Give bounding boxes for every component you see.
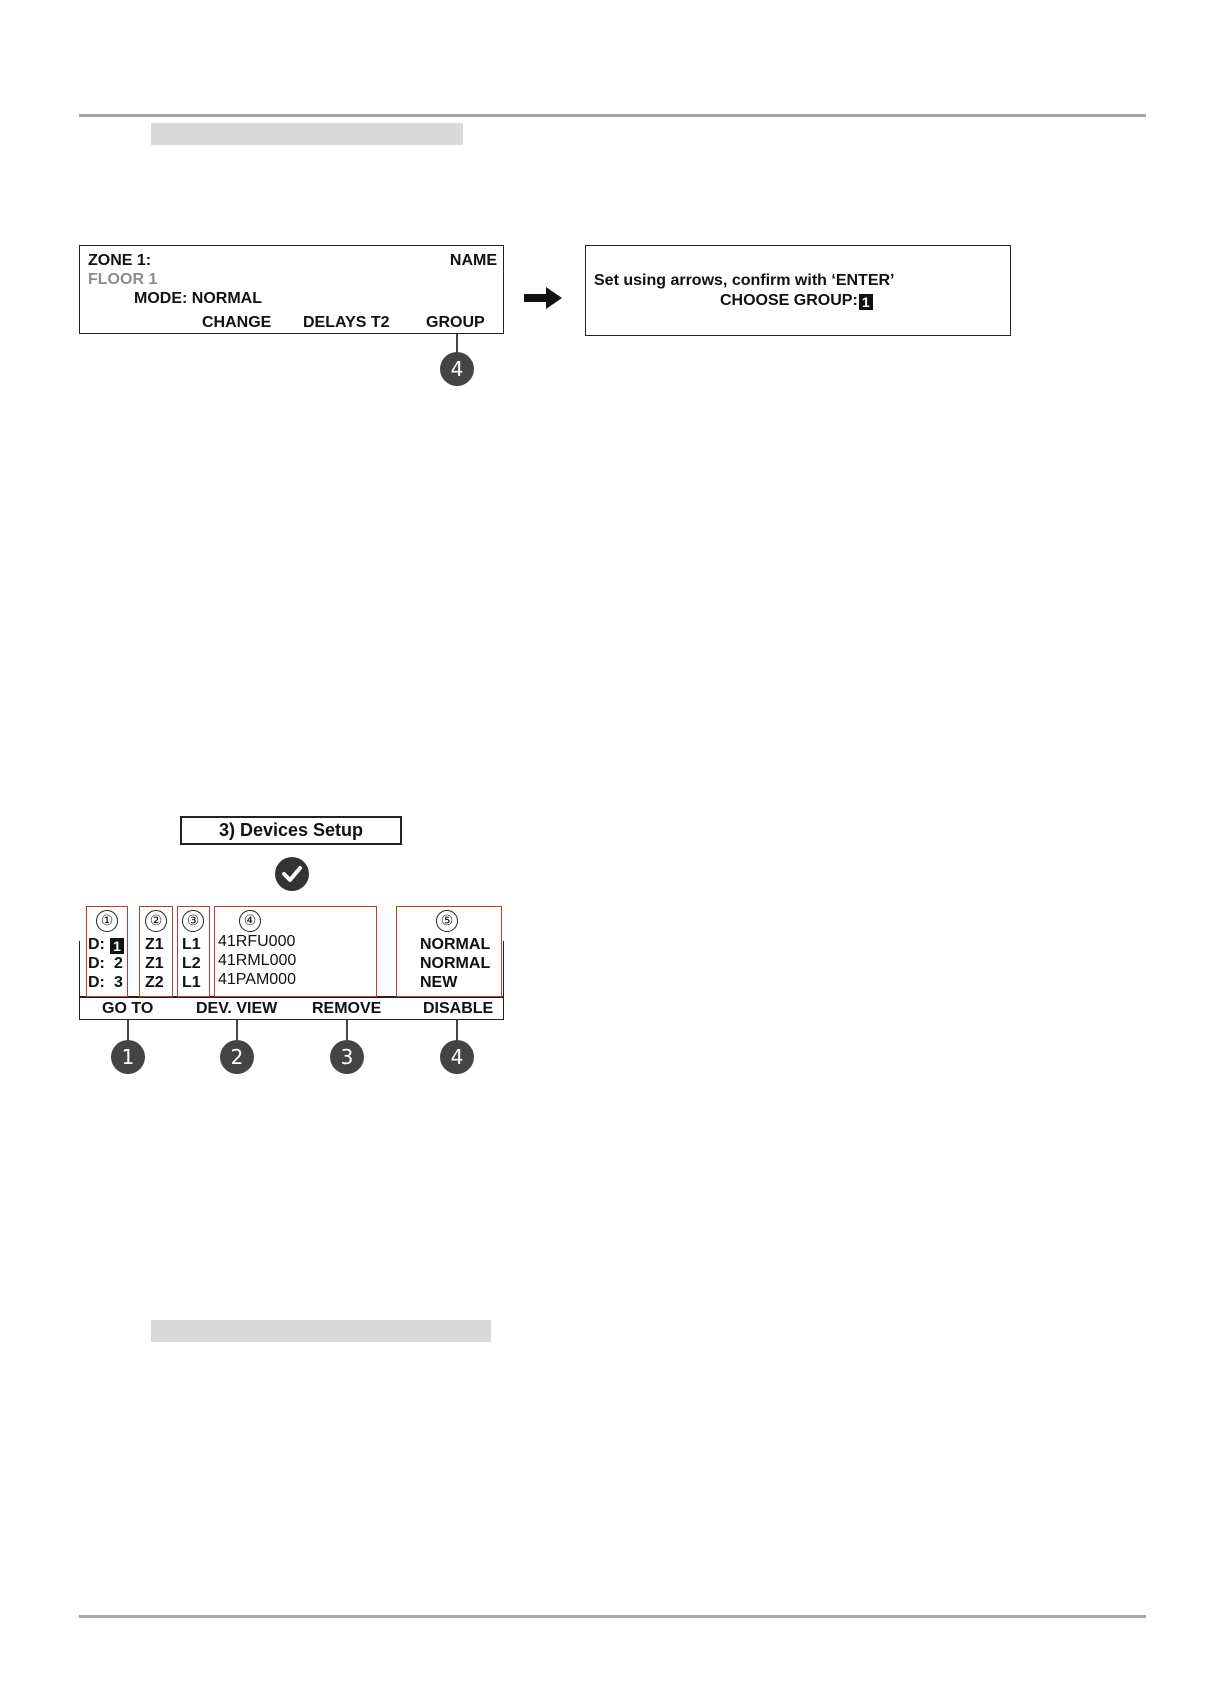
footer-rule bbox=[79, 1615, 1146, 1618]
check-icon bbox=[274, 856, 310, 897]
callout-stem bbox=[346, 1020, 348, 1042]
device-type: 41RML000 bbox=[218, 952, 297, 969]
callout-1-go-to: 1 bbox=[111, 1040, 145, 1074]
column-marker-3: ③ bbox=[182, 910, 204, 932]
name-softkey[interactable]: NAME bbox=[449, 252, 497, 269]
instruction-text: Set using arrows, confirm with ‘ENTER’ bbox=[594, 272, 895, 289]
device-type: 41PAM000 bbox=[218, 971, 296, 988]
delays-t2-softkey[interactable]: DELAYS T2 bbox=[303, 314, 390, 331]
column-marker-5: ⑤ bbox=[436, 910, 458, 932]
device-status: NEW bbox=[420, 974, 458, 991]
section-heading-bar bbox=[151, 123, 463, 145]
header-rule bbox=[79, 114, 1146, 117]
floor-label: FLOOR 1 bbox=[88, 271, 158, 288]
mode-label: MODE: NORMAL bbox=[134, 290, 262, 307]
choose-group-label: CHOOSE GROUP: bbox=[720, 292, 858, 309]
dev-view-softkey[interactable]: DEV. VIEW bbox=[196, 1000, 278, 1017]
right-arrow-icon bbox=[524, 287, 562, 314]
callout-2-dev-view: 2 bbox=[220, 1040, 254, 1074]
section-heading-bar bbox=[151, 1320, 491, 1342]
device-loop: L1 bbox=[182, 974, 201, 991]
device-loop: L1 bbox=[182, 936, 201, 953]
column-marker-1: ① bbox=[96, 910, 118, 932]
device-number: 3 bbox=[114, 974, 123, 991]
change-softkey[interactable]: CHANGE bbox=[202, 314, 272, 331]
device-prefix: D: bbox=[88, 936, 105, 953]
group-lcd-screen bbox=[585, 245, 1011, 336]
device-status: NORMAL bbox=[420, 955, 491, 972]
device-prefix: D: bbox=[88, 955, 105, 972]
zone-lcd-screen bbox=[79, 245, 504, 334]
callout-4-disable: 4 bbox=[440, 1040, 474, 1074]
callout-4-group: 4 bbox=[440, 352, 474, 386]
column-marker-4: ④ bbox=[239, 910, 261, 932]
callout-3-remove: 3 bbox=[330, 1040, 364, 1074]
disable-softkey[interactable]: DISABLE bbox=[423, 1000, 494, 1017]
callout-stem bbox=[456, 1020, 458, 1042]
device-number: 2 bbox=[114, 955, 123, 972]
callout-stem bbox=[456, 334, 458, 354]
column-marker-2: ② bbox=[145, 910, 167, 932]
group-cursor-value[interactable]: 1 bbox=[859, 294, 873, 310]
device-zone: Z1 bbox=[145, 936, 164, 953]
go-to-softkey[interactable]: GO TO bbox=[102, 1000, 154, 1017]
device-type: 41RFU000 bbox=[218, 933, 296, 950]
callout-stem bbox=[236, 1020, 238, 1042]
zone-label: ZONE 1: bbox=[88, 252, 152, 269]
group-softkey[interactable]: GROUP bbox=[426, 314, 485, 331]
device-loop: L2 bbox=[182, 955, 201, 972]
device-status: NORMAL bbox=[420, 936, 491, 953]
device-zone: Z2 bbox=[145, 974, 164, 991]
device-number-cursor[interactable]: 1 bbox=[110, 938, 124, 954]
callout-stem bbox=[127, 1020, 129, 1042]
remove-softkey[interactable]: REMOVE bbox=[312, 1000, 382, 1017]
device-prefix: D: bbox=[88, 974, 105, 991]
device-zone: Z1 bbox=[145, 955, 164, 972]
choose-group-field[interactable] bbox=[720, 292, 873, 310]
devices-setup-title: 3) Devices Setup bbox=[180, 816, 402, 845]
